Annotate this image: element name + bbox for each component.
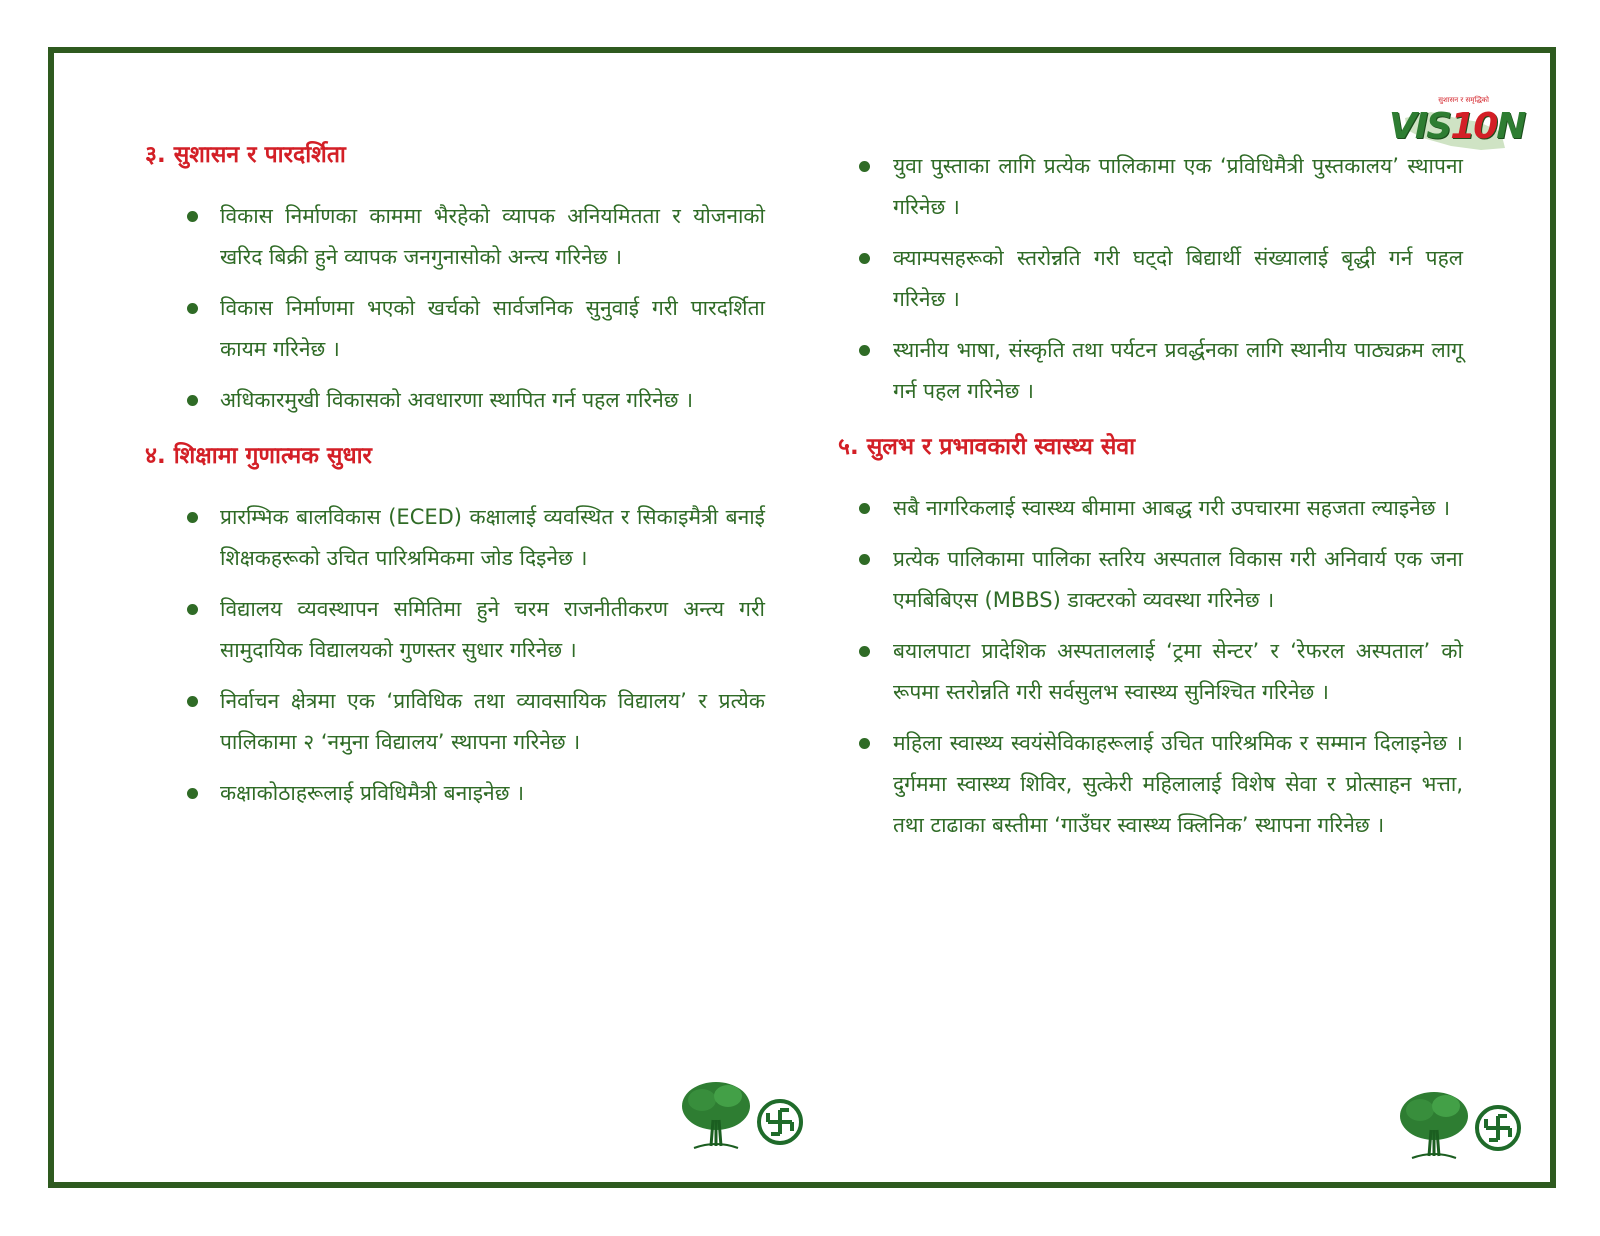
list-item: विकास निर्माणमा भएको खर्चको सार्वजनिक सुनुवाई गरी पारदर्शिता कायम गरिनेछ ।: [145, 288, 765, 370]
bullet-icon: [187, 788, 198, 799]
bullet-icon: [859, 345, 870, 356]
banyan-tree-icon: [1400, 1092, 1468, 1158]
bullet-icon: [187, 395, 198, 406]
bullet-icon: [859, 253, 870, 264]
list-item: कक्षाकोठाहरूलाई प्रविधिमैत्री बनाइनेछ ।: [145, 773, 765, 814]
swastika-icon: [1477, 1107, 1519, 1149]
bullet-icon: [859, 646, 870, 657]
list-item: विद्यालय व्यवस्थापन समितिमा हुने चरम राजनीतीकरण अन्त्य गरी सामुदायिक विद्यालयको गुणस्तर सुधार गरिनेछ ।: [145, 589, 765, 671]
list-item: युवा पुस्ताका लागि प्रत्येक पालिकामा एक ‘प्रविधिमैत्री पुस्तकालय’ स्थापना गरिनेछ ।: [838, 146, 1463, 228]
party-emblem-right: [1398, 1090, 1528, 1169]
right-column: [838, 146, 1463, 864]
left-column: [145, 138, 765, 832]
list-item: महिला स्वास्थ्य स्वयंसेविकाहरूलाई उचित पारिश्रमिक र सम्मान दिलाइनेछ । दुर्गममा स्वास्थ्य शिविर, सुत्केरी महिलालाई विशेष सेवा र प्रोत्साहन भत्ता, तथा टाढाका बस्तीमा ‘गाउँघर स्वास्थ्य क्लिनिक’ स्थापना गरिनेछ ।: [838, 723, 1463, 846]
list-item: निर्वाचन क्षेत्रमा एक ‘प्राविधिक तथा व्यावसायिक विद्यालय’ र प्रत्येक पालिकामा २ ‘नमुना विद्यालय’ स्थापना गरिनेछ ।: [145, 681, 765, 763]
bullet-icon: [187, 211, 198, 222]
logo-wordmark: VIS10N: [1389, 106, 1525, 147]
list-item: स्थानीय भाषा, संस्कृति तथा पर्यटन प्रवर्द्धनका लागि स्थानीय पाठ्यक्रम लागू गर्न पहल गरिनेछ ।: [838, 330, 1463, 412]
bullet-icon: [859, 738, 870, 749]
list-item: सबै नागरिकलाई स्वास्थ्य बीमामा आबद्ध गरी उपचारमा सहजता ल्याइनेछ ।: [838, 488, 1463, 529]
section-5-heading: ५. सुलभ र प्रभावकारी स्वास्थ्य सेवा: [838, 434, 1136, 460]
bullet-icon: [187, 604, 198, 615]
section-4-heading: ४. शिक्षामा गुणात्मक सुधार: [145, 443, 372, 469]
logo-tagline: सुशासन र समृद्धिको: [1438, 96, 1489, 104]
list-item: अधिकारमुखी विकासको अवधारणा स्थापित गर्न पहल गरिनेछ ।: [145, 380, 765, 421]
list-item: प्रारम्भिक बालविकास (ECED) कक्षालाई व्यवस्थित र सिकाइमैत्री बनाई शिक्षकहरूको उचित पारिश्रमिकमा जोड दिइनेछ ।: [145, 497, 765, 579]
banyan-tree-icon: [682, 1082, 750, 1148]
list-item: प्रत्येक पालिकामा पालिका स्तरिय अस्पताल विकास गरी अनिवार्य एक जना एमबिबिएस (MBBS) डाक्टरको व्यवस्था गरिनेछ ।: [838, 539, 1463, 621]
section-4-list: [145, 497, 765, 814]
party-emblem-center: [680, 1080, 810, 1159]
bullet-icon: [187, 303, 198, 314]
bullet-icon: [187, 696, 198, 707]
section-3-heading: ३. सुशासन र पारदर्शिता: [145, 142, 346, 168]
list-item: बयालपाटा प्रादेशिक अस्पताललाई ‘ट्रमा सेन्टर’ र ‘रेफरल अस्पताल’ को रूपमा स्तरोन्नति गरी सर्वसुलभ स्वास्थ्य सुनिश्चित गरिनेछ ।: [838, 631, 1463, 713]
list-item: विकास निर्माणका काममा भैरहेको व्यापक अनियमितता र योजनाको खरिद बिक्री हुने व्यापक जनगुनासोको अन्त्य गरिनेछ ।: [145, 196, 765, 278]
swastika-icon: [759, 1101, 801, 1143]
bullet-icon: [859, 161, 870, 172]
section-4-continued-list: [838, 146, 1463, 412]
section-3-list: [145, 196, 765, 421]
section-5-list: [838, 488, 1463, 846]
bullet-icon: [859, 554, 870, 565]
bullet-icon: [187, 512, 198, 523]
list-item: क्याम्पसहरूको स्तरोन्नति गरी घट्दो बिद्यार्थी संख्यालाई बृद्धी गर्न पहल गरिनेछ ।: [838, 238, 1463, 320]
bullet-icon: [859, 503, 870, 514]
